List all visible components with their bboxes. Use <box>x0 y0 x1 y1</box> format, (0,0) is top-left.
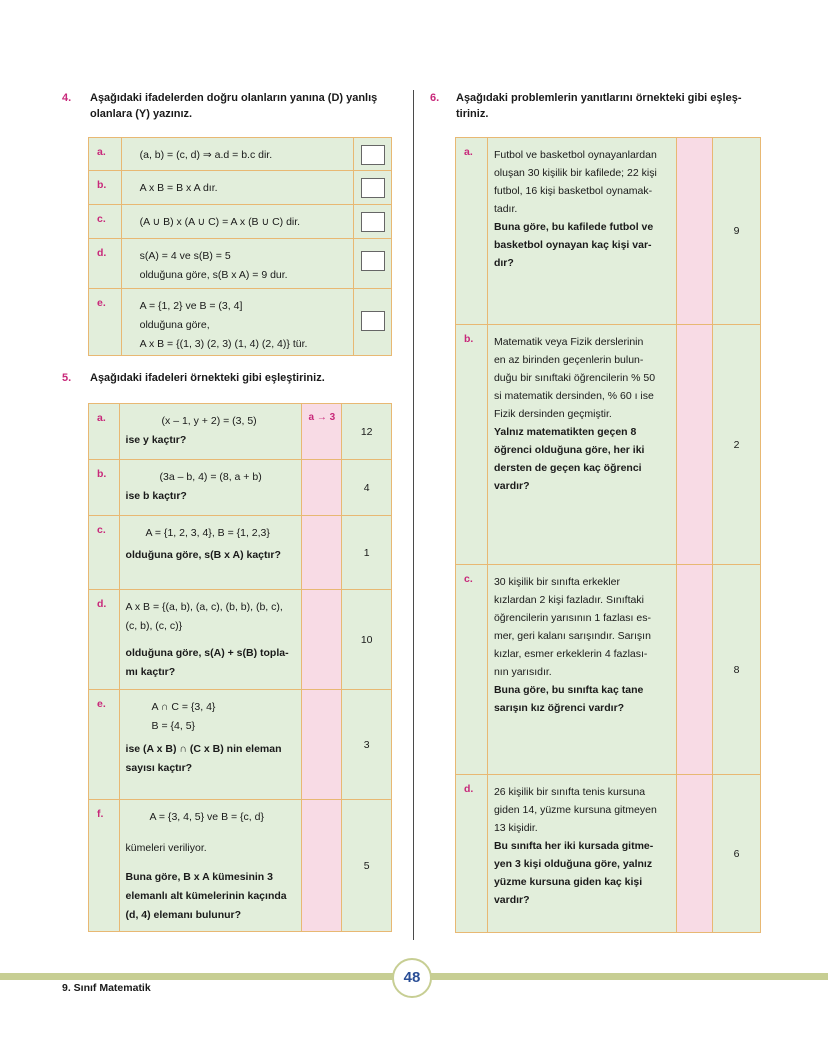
q5-row-letter: f. <box>89 800 120 932</box>
q5-answer: 10 <box>342 590 392 690</box>
q6-row-c <box>456 565 761 775</box>
q6-table <box>455 137 761 933</box>
q5-answer: 12 <box>342 404 392 460</box>
q6-row-question: sarışın kız öğrenci vardır? <box>493 702 625 714</box>
q4-instruction-line2: olanlara (Y) yazınız. <box>90 108 193 120</box>
q4-table <box>88 137 392 356</box>
q5-row-letter: c. <box>89 516 120 590</box>
q5-row-expression: A x B = {(a, b), (a, c), (b, b), (b, c), <box>125 601 283 613</box>
q4-row-letter: e. <box>89 289 122 356</box>
q6-row-text: 26 kişilik bir sınıfta tenis kursuna <box>493 786 646 798</box>
q5-answer: 4 <box>342 460 392 516</box>
q6-row-text: futbol, 16 kişi basketbol oynamak- <box>493 185 653 197</box>
q5-row-question: ise b kaçtır? <box>125 490 187 502</box>
answer-box[interactable] <box>361 178 385 198</box>
q4-row-text: A x B = {(1, 3) (2, 3) (1, 4) (2, 4)} tür. <box>139 338 308 350</box>
match-cell[interactable] <box>676 138 712 325</box>
q6-row-letter: d. <box>456 775 488 933</box>
q6-instruction-line1: Aşağıdaki problemlerin yanıtlarını örnekteki gibi eşleş- <box>456 92 742 104</box>
q5-row-question: olduğuna göre, s(B x A) kaçtır? <box>125 549 281 561</box>
q5-row-b <box>89 460 392 516</box>
q6-row-text: giden 14, yüzme kursuna gitmeyen <box>493 804 657 816</box>
q6-answer: 2 <box>713 325 761 565</box>
page-number: 48 <box>392 958 432 998</box>
q6-row-text: en az birinden geçenlerin bulun- <box>493 354 644 366</box>
q6-row-text: mer, geri kalanı sarışındır. Sarışın <box>493 630 651 642</box>
q6-row-letter: b. <box>456 325 488 565</box>
q4-row-letter: a. <box>89 138 122 171</box>
q5-row-letter: b. <box>89 460 120 516</box>
q6-row-question: Buna göre, bu kafilede futbol ve <box>493 221 654 233</box>
q6-row-text: Fizik dersinden geçmiştir. <box>493 408 612 420</box>
match-cell[interactable] <box>676 565 712 775</box>
q6-row-question: öğrenci olduğuna göre, her iki <box>493 444 645 456</box>
answer-box[interactable] <box>361 145 385 165</box>
q4-row-text: (A ∪ B) x (A ∪ C) = A x (B ∪ C) dir. <box>139 216 301 228</box>
q6-row-question: dır? <box>493 257 514 269</box>
q6-row-text: Matematik veya Fizik derslerinin <box>493 336 644 348</box>
q4-row-text: olduğuna göre, <box>139 319 210 331</box>
q4-instruction-line1: Aşağıdaki ifadelerden doğru olanların yanına (D) yanlış <box>90 92 378 104</box>
q6-answer: 8 <box>713 565 761 775</box>
q6-row-a <box>456 138 761 325</box>
q4-number: 4. <box>62 92 72 104</box>
q5-answer: 1 <box>342 516 392 590</box>
q5-row-expression: (c, b), (c, c)} <box>125 620 183 632</box>
q6-row-question: yüzme kursuna giden kaç kişi <box>493 876 643 888</box>
q6-answer: 9 <box>713 138 761 325</box>
q5-row-letter: d. <box>89 590 120 690</box>
q6-row-letter: c. <box>456 565 488 775</box>
q5-table <box>88 403 392 932</box>
q6-row-text: duğu bir sınıftaki öğrencilerin % 50 <box>493 372 656 384</box>
q6-row-letter: a. <box>456 138 488 325</box>
q4-row-text: A = {1, 2} ve B = (3, 4] <box>139 300 243 312</box>
q6-row-question: basketbol oynayan kaç kişi var- <box>493 239 652 251</box>
q6-row-text: nın yarısıdır. <box>493 666 552 678</box>
match-cell[interactable] <box>302 516 342 590</box>
q6-row-question: dersten de geçen kaç öğrenci <box>493 462 642 474</box>
q5-row-letter: e. <box>89 690 120 800</box>
q5-row-question: olduğuna göre, s(A) + s(B) topla- <box>125 647 289 659</box>
q6-row-text: tadır. <box>493 203 518 215</box>
q4-row-letter: b. <box>89 171 122 205</box>
q4-row-c <box>89 205 392 239</box>
q5-row-c <box>89 516 392 590</box>
q6-row-text: oluşan 30 kişilik bir kafilede; 22 kişi <box>493 167 657 179</box>
q4-row-text: (a, b) = (c, d) ⇒ a.d = b.c dir. <box>139 149 273 161</box>
match-cell[interactable] <box>676 775 712 933</box>
match-cell[interactable] <box>302 590 342 690</box>
q6-answer: 6 <box>713 775 761 933</box>
q5-row-expression: A = {1, 2, 3, 4}, B = {1, 2,3} <box>145 527 270 539</box>
q5-row-question: Buna göre, B x A kümesinin 3 <box>125 871 273 883</box>
q5-row-expression: kümeleri veriliyor. <box>125 842 207 854</box>
q6-instruction-line2: tiriniz. <box>456 108 489 120</box>
q5-row-expression: B = {4, 5} <box>151 720 196 732</box>
match-cell[interactable] <box>302 800 342 932</box>
q5-row-expression: A ∩ C = {3, 4} <box>151 701 216 713</box>
q6-row-text: 30 kişilik bir sınıfta erkekler <box>493 576 620 588</box>
answer-box[interactable] <box>361 251 385 271</box>
q5-row-a <box>89 404 392 460</box>
q5-number: 5. <box>62 372 72 384</box>
match-cell[interactable] <box>676 325 712 565</box>
q6-row-question: vardır? <box>493 480 530 492</box>
q5-row-question: (d, 4) elemanı bulunur? <box>125 909 242 921</box>
q4-row-text: A x B = B x A dır. <box>139 182 218 194</box>
match-cell[interactable] <box>302 460 342 516</box>
q4-row-letter: d. <box>89 239 122 289</box>
q4-row-text: s(A) = 4 ve s(B) = 5 <box>139 250 231 262</box>
match-cell[interactable] <box>302 690 342 800</box>
q5-row-expression: A = {3, 4, 5} ve B = {c, d} <box>149 811 264 823</box>
q6-row-question: vardır? <box>493 894 530 906</box>
q6-row-question: Yalnız matematikten geçen 8 <box>493 426 637 438</box>
q5-row-question: ise y kaçtır? <box>125 434 187 446</box>
q6-row-question: yen 3 kişi olduğuna göre, yalnız <box>493 858 653 870</box>
answer-box[interactable] <box>361 311 385 331</box>
q6-row-text: Futbol ve basketbol oynayanlardan <box>493 149 657 161</box>
q5-answer: 3 <box>342 690 392 800</box>
q5-row-d <box>89 590 392 690</box>
answer-box[interactable] <box>361 212 385 232</box>
q5-row-letter: a. <box>89 404 120 460</box>
q5-row-question: elemanlı alt kümelerinin kaçında <box>125 890 287 902</box>
q6-row-question: Bu sınıfta her iki kursada gitme- <box>493 840 654 852</box>
example-match: a → 3 <box>308 412 336 423</box>
q6-row-text: öğrencilerin yarısının 1 fazlası es- <box>493 612 651 624</box>
q5-row-question: mı kaçtır? <box>125 666 176 678</box>
q6-row-text: si matematik dersinden, % 60 ı ise <box>493 390 654 402</box>
q5-row-question: sayısı kaçtır? <box>125 762 193 774</box>
q6-row-text: kızlardan 2 kişi fazladır. Sınıftaki <box>493 594 644 606</box>
q5-row-question: ise (A x B) ∩ (C x B) nin eleman <box>125 743 282 755</box>
column-divider <box>413 90 414 940</box>
q6-number: 6. <box>430 92 440 104</box>
q5-row-f <box>89 800 392 932</box>
q5-answer: 5 <box>342 800 392 932</box>
q4-row-e <box>89 289 392 356</box>
q4-row-text: olduğuna göre, s(B x A) = 9 dur. <box>139 269 288 281</box>
q4-row-a <box>89 138 392 171</box>
q6-row-question: Buna göre, bu sınıfta kaç tane <box>493 684 644 696</box>
book-title: 9. Sınıf Matematik <box>62 982 151 994</box>
q4-row-b <box>89 171 392 205</box>
q5-row-expression: (3a – b, 4) = (8, a + b) <box>159 471 262 483</box>
q5-instruction: Aşağıdaki ifadeleri örnekteki gibi eşleştiriniz. <box>90 372 325 384</box>
q4-row-letter: c. <box>89 205 122 239</box>
q4-row-d <box>89 239 392 289</box>
q6-row-b <box>456 325 761 565</box>
q5-row-expression: (x – 1, y + 2) = (3, 5) <box>161 415 257 427</box>
q5-row-e <box>89 690 392 800</box>
q6-row-d <box>456 775 761 933</box>
q6-row-text: kızlar, esmer erkeklerin 4 fazlası- <box>493 648 648 660</box>
q6-row-text: 13 kişidir. <box>493 822 538 834</box>
